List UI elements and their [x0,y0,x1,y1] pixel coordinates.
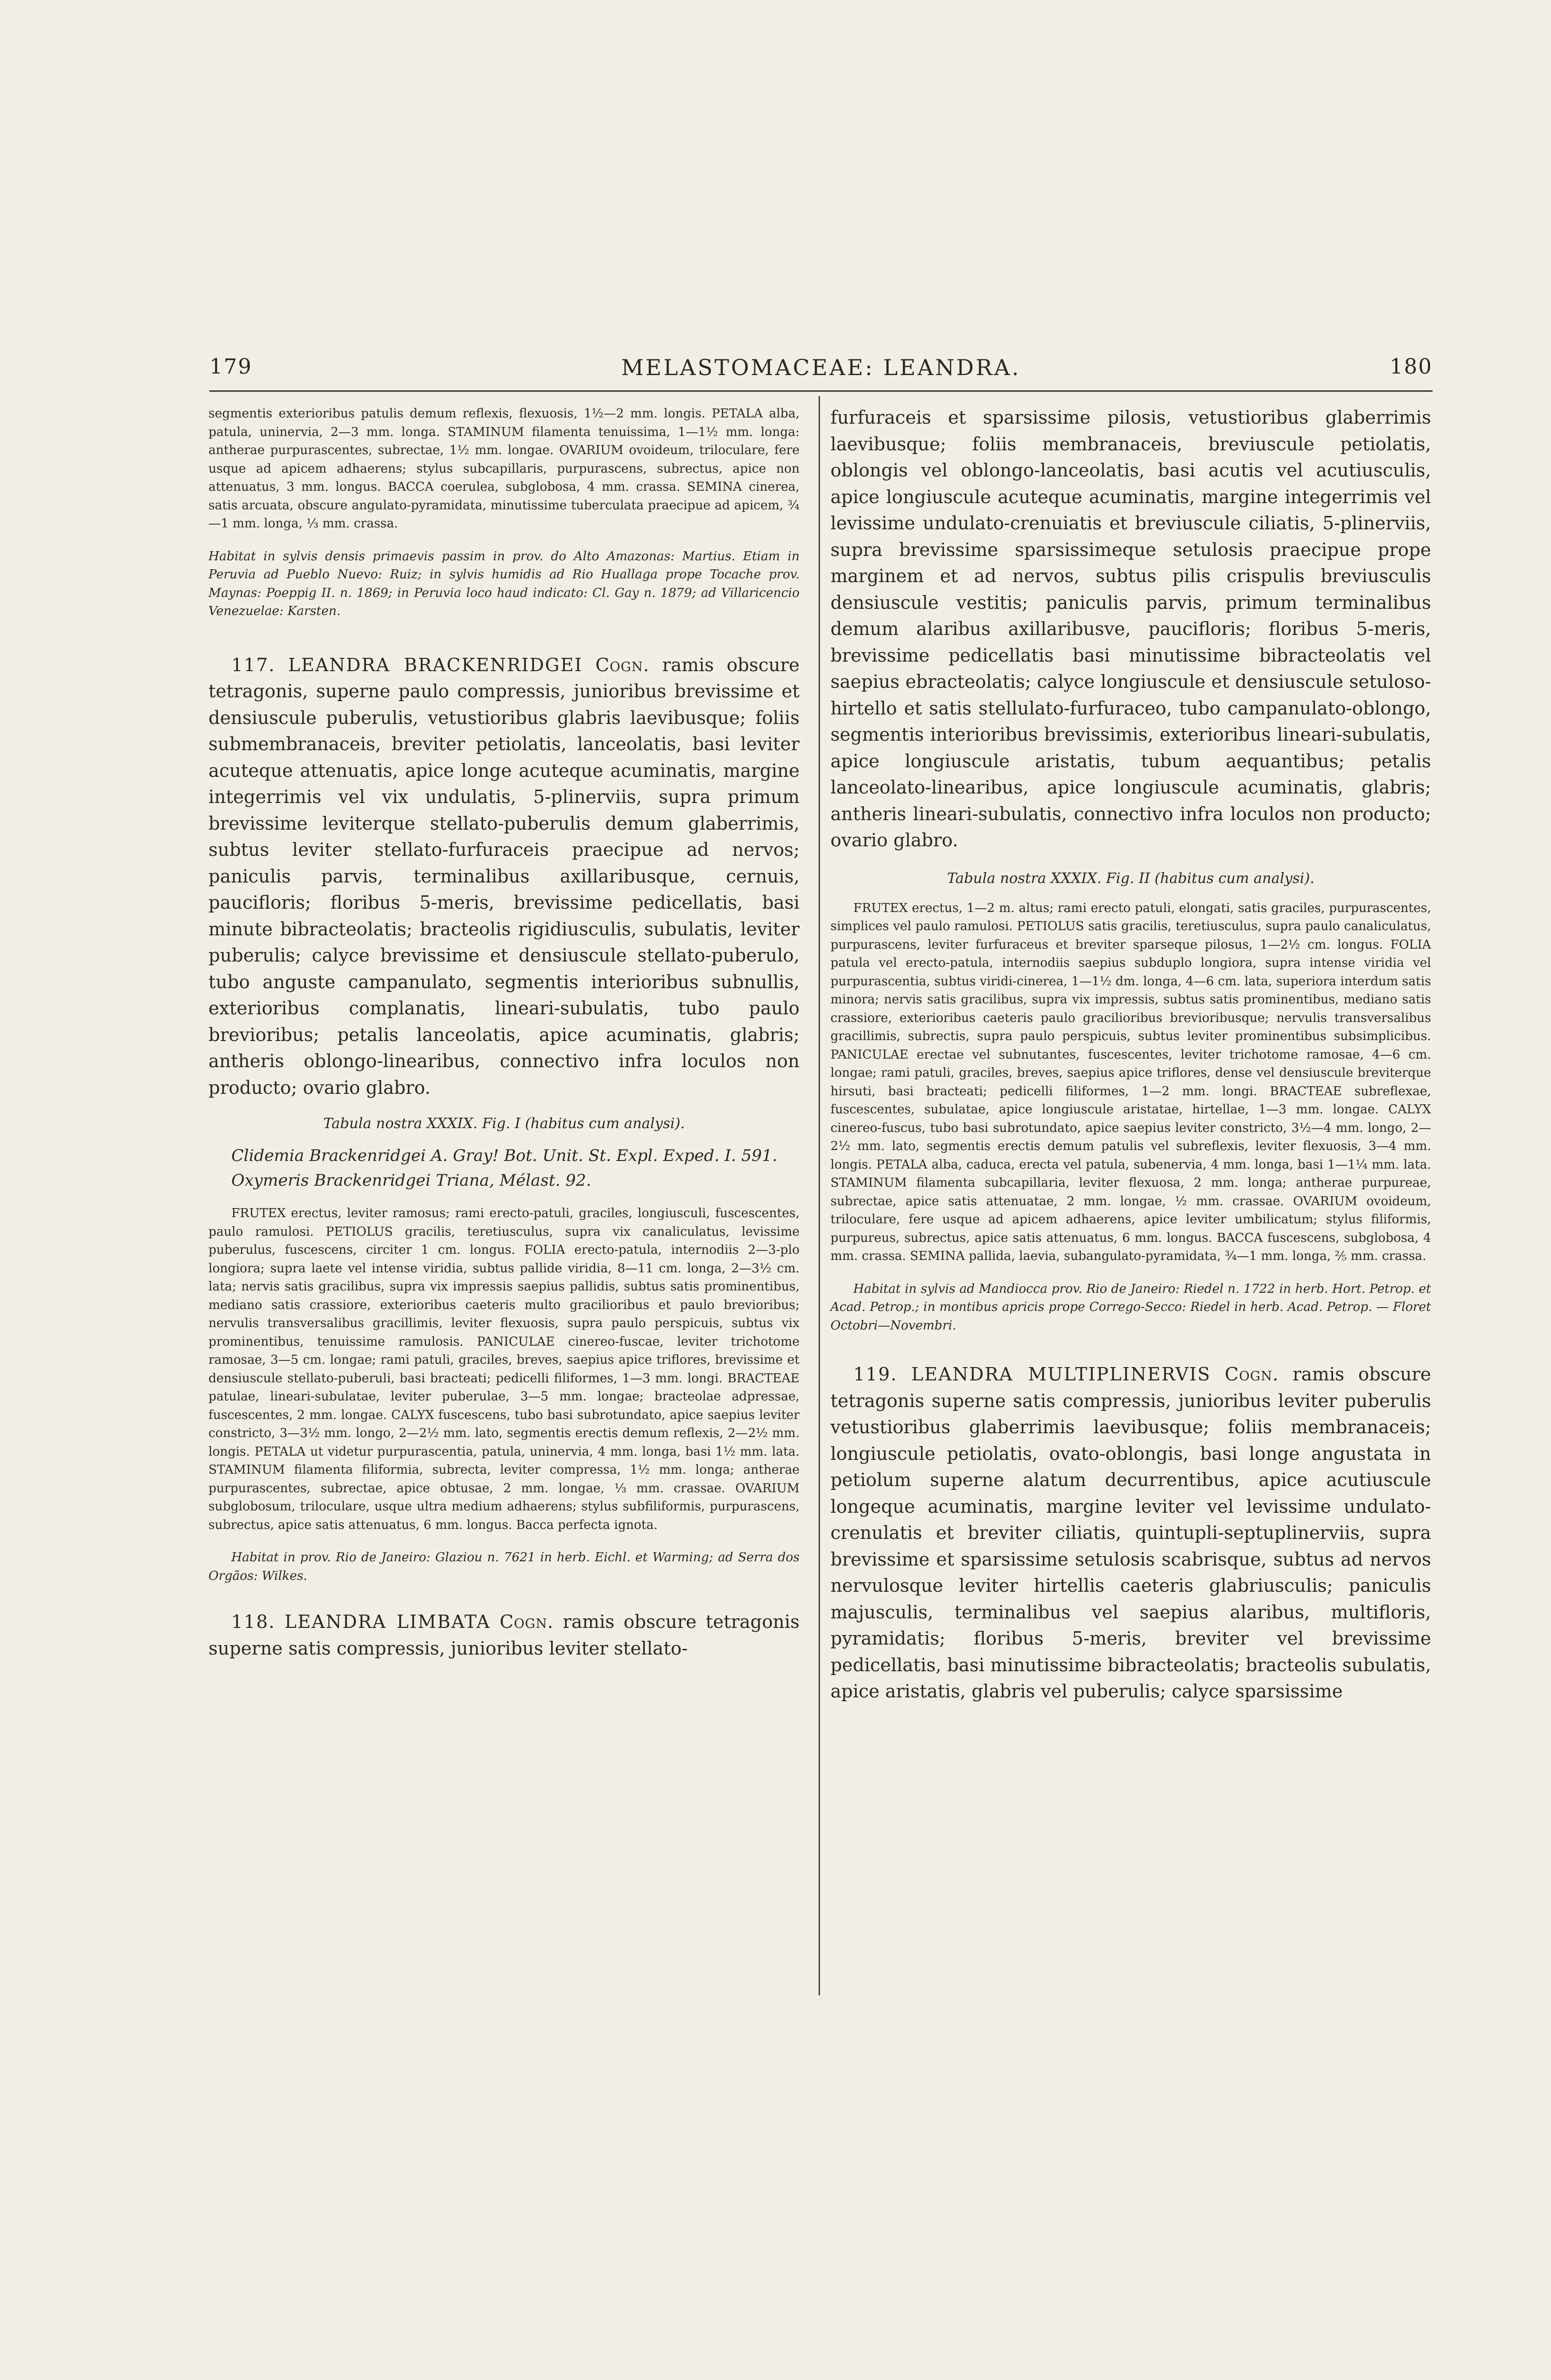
species-116-description-end: segmentis exterioribus patulis demum reflexis, flexuosis, 1½—2 mm. longis. PETALA alba, patula, uninervia, 2—3 mm. longa. STAMINUM filamenta tenuissima, 1—1½ mm. longa: antherae purpurascentes, subrectae, 1½ mm. longae. OVARIUM ovoideum, triloculare, fere usque ad apicem adhaerens; stylus subcapillaris, purpurascens, subrectus, apice non attenuatus, 3 mm. longus. BACCA coerulea, subglobosa, 4 mm. crassa. SEMINA cinerea, satis arcuata, obscure angulato-pyramidata, minutissime tuberculata praecipue ad apicem, ¾—1 mm. longa, ⅓ mm. crassa. [208,407,800,531]
page-number-right: 180 [1390,355,1432,379]
species-119-entry [830,1361,1431,1705]
species-118-number: 118. [231,1611,276,1632]
species-117-habitat: Habitat in prov. Rio de Janeiro: Glaziou n. 7621 in herb. Eichl. et Warming; ad Serra dos Orgãos: Wilkes. [208,1550,800,1583]
species-118-diagnosis-continued: furfuraceis et sparsissime pilosis, vetustioribus glaberrimis laevibusque; foliis membranaceis, breviuscule petiolatis, oblongis vel oblongo-lanceolatis, basi acutis vel acutiusculis, apice longiuscule acuteque acuminatis, margine integerrimis vel levissime undulato-crenuiatis et breviuscule ciliatis, 5-plinerviis, supra brevissime sparsissimeque setulosis praecipue prope marginem et ad nervos, subtus pilis crispulis breviusculis densiuscule vestitis; paniculis parvis, primum terminalibus demum alaribus axillaribusve, paucifloris; floribus 5-meris, brevissime pedicellatis basi minutissime bibracteolatis vel saepius ebracteolatis; calyce longiuscule et densiuscule setuloso-hirtello et satis stellulato-furfuraceo, tubo campanulato-oblongo, segmentis interioribus brevissimis, exterioribus lineari-subulatis, apice longiuscule aristatis, tubum aequantibus; petalis lanceolato-linearibus, apice longiuscule acuminatis, glabris; antheris lineari-subulatis, connectivo infra loculos non producto; ovario glabro. [830,407,1431,851]
column-divider [819,396,820,1995]
species-119-author: Cogn. [1225,1364,1279,1385]
species-117-diagnosis: ramis obscure tetragonis, superne paulo compressis, junioribus brevissime et densiuscule puberulis, vetustioribus glabris laevibusque; foliis submembranaceis, breviter petiolatis, lanceolatis, basi leviter acuteque attenuatis, apice longe acuteque acuminatis, margine integerrimis vel vix undulatis, 5-plinerviis, supra primum brevissime leviterque stellato-puberulis demum glaberrimis, subtus leviter stellato-furfuraceis praecipue ad nervos; paniculis parvis, terminalibus axillaribusque, cernuis, paucifloris; floribus 5-meris, brevissime pedicellatis, basi minute bibracteolatis; bracteolis rigidiusculis, subulatis, leviter puberulis; calyce brevissime et densiuscule stellato-puberulo, tubo anguste campanulato, segmentis interioribus subnullis, exterioribus complanatis, lineari-subulatis, tubo paulo brevioribus; petalis lanceolatis, apice acuminatis, glabris; antheris oblongo-linearibus, connectivo infra loculos non producto; ovario glabro. [208,654,800,1098]
species-117-plate-reference: Tabula nostra XXXIX. Fig. I (habitus cum analysi). [323,1115,685,1132]
species-119-number: 119. [853,1364,898,1385]
species-117-synonym-2: Oxymeris Brackenridgei Triana, Mélast. 92. [231,1171,592,1190]
species-117-synonym-1: Clidemia Brackenridgei A. Gray! Bot. Unit. St. Expl. Exped. I. 591. [231,1146,778,1165]
species-118-author: Cogn. [499,1611,554,1632]
left-column [208,405,800,1662]
species-118-plate-reference: Tabula nostra XXXIX. Fig. II (habitus cum analysi). [947,870,1314,887]
header-rule [209,390,1432,392]
species-117-name: LEANDRA BRACKENRIDGEI [288,654,583,675]
species-116-habitat: Habitat in sylvis densis primaevis passim in prov. do Alto Amazonas: Martius. Etiam in Peruvia ad Pueblo Nuevo: Ruiz; in sylvis humidis ad Rio Huallaga prope Tocache prov. Maynas: Poeppig II. n. 1869; in Peruvia loco haud indicato: Cl. Gay n. 1879; ad Villaricencio Venezuelae: Karsten. [208,549,800,618]
species-118-diagnosis: ramis obscure tetragonis superne satis compressis, junioribus leviter stellato- [208,1611,800,1659]
right-column [830,405,1431,1705]
species-119-name: LEANDRA MULTIPLINERVIS [911,1364,1211,1385]
species-117-author: Cogn. [595,654,650,675]
species-117-number: 117. [231,654,276,675]
species-117-entry [208,652,800,1101]
species-118-habitat: Habitat in sylvis ad Mandiocca prov. Rio de Janeiro: Riedel n. 1722 in herb. Hort. Petrop. et Acad. Petrop.; in montibus apricis prope Corrego-Secco: Riedel in herb. Acad. Petrop. — Floret Octobri—Novembri. [830,1281,1431,1333]
page-number-left: 179 [209,355,252,379]
species-119-diagnosis: ramis obscure tetragonis superne satis compressis, junioribus leviter puberulis vetustioribus glaberrimis laevibusque; foliis membranaceis; longiuscule petiolatis, ovato-oblongis, basi longe angustata in petiolum superne alatum decurrentibus, apice acutiuscule longeque acuminatis, margine leviter vel levissime undulato-crenulatis et breviter ciliatis, quintupli-septuplinerviis, supra brevissime et sparsissime setulosis scabrisque, subtus ad nervos nervulosque leviter hirtellis caeteris glabriusculis; paniculis majusculis, terminalibus vel saepius alaribus, multifloris, pyramidatis; floribus 5-meris, breviter vel brevissime pedicellatis, basi minutissime bibracteolatis; bracteolis subulatis, apice aristatis, glabris vel puberulis; calyce sparsissime [830,1364,1431,1702]
page-header [209,355,1432,388]
species-118-name: LEANDRA LIMBATA [284,1611,491,1632]
species-118-description: FRUTEX erectus, 1—2 m. altus; rami erecto patuli, elongati, satis graciles, purpurascentes, simplices vel paulo ramulosi. PETIOLUS satis gracilis, teretiusculus, supra paulo canaliculatus, purpurascens, leviter furfuraceus et breviter sparseque pilosus, 1—2½ cm. longus. FOLIA patula vel erecto-patula, internodiis saepius subduplo longiora, supra intense viridia vel purpurascentia, subtus viridi-cinerea, 1—1½ dm. longa, 4—6 cm. lata, superiora interdum satis minora; nervis satis gracilibus, supra vix impressis, subtus satis prominentibus, mediano satis crassiore, exterioribus caeteris paulo gracilioribus brevioribusque; nervulis transversalibus gracillimis, subrectis, supra paulo perspicuis, subtus leviter prominentibus subsimplicibus. PANICULAE erectae vel subnutantes, fuscescentes, leviter trichotome ramosae, 4—6 cm. longae; rami patuli, graciles, breves, saepius apice triflores, dense vel densiuscule breviterque hirsuti, basi bracteati; pedicelli filiformes, 1—2 mm. longi. BRACTEAE subreflexae, fuscescentes, subulatae, apice longiuscule aristatae, hirtellae, 1—3 mm. longae. CALYX cinereo-fuscus, tubo basi subrotundato, apice saepius leviter constricto, 3½—4 mm. longo, 2—2½ mm. lato, segmentis erectis demum patulis vel subreflexis, leviter flexuosis, 3—4 mm. longis. PETALA alba, caduca, erecta vel patula, subenervia, 4 mm. longa, basi 1—1¼ mm. lata. STAMINUM filamenta subcapillaria, leviter flexuosa, 2 mm. longa; antherae purpureae, subrectae, apice satis attenuatae, 2 mm. longae, ½ mm. crassae. OVARIUM ovoideum, triloculare, fere usque ad apicem adhaerens, apice leviter umbilicatum; stylus filiformis, purpureus, subrectus, apice satis attenuatus, 6 mm. longus. BACCA fuscescens, subglobosa, 4 mm. crassa. SEMINA pallida, laevia, subangulato-pyramidata, ¾—1 mm. longa, ⅖ mm. crassa. [830,901,1431,1263]
species-117-description: FRUTEX erectus, leviter ramosus; rami erecto-patuli, graciles, longiusculi, fuscescentes, paulo ramulosi. PETIOLUS gracilis, teretiusculus, supra vix canaliculatus, levissime puberulus, fuscescens, circiter 1 cm. longus. FOLIA erecto-patula, internodiis 2—3-plo longiora; supra laete vel intense viridia, subtus pallide viridia, 8—11 cm. longa, 2—3½ cm. lata; nervis satis gracilibus, supra vix impressis saepius pallidis, subtus satis prominentibus, mediano satis crassiore, exterioribus caeteris multo gracilioribus et paulo brevioribus; nervulis transversalibus gracillimis, leviter flexuosis, supra paulo perspicuis, subtus vix prominentibus, tenuissime ramulosis. PANICULAE cinereo-fuscae, leviter trichotome ramosae, 3—5 cm. longae; rami patuli, graciles, breves, saepius apice triflores, brevissime et densiuscule stellato-puberuli, basi bracteati; pedicelli filiformes, 1—3 mm. longi. BRACTEAE patulae, lineari-subulatae, leviter puberulae, 3—5 mm. longae; bracteolae adpressae, fuscescentes, 2 mm. longae. CALYX fuscescens, tubo basi subrotundato, apice saepius leviter constricto, 3—3½ mm. longo, 2—2½ mm. lato, segmentis erectis demum reflexis, 2—2½ mm. longis. PETALA ut videtur purpurascentia, patula, uninervia, 4 mm. longa, basi 1½ mm. lata. STAMINUM filamenta filiformia, subrecta, leviter compressa, 1½ mm. longa; antherae purpurascentes, subrectae, apice obtusae, 2 mm. longae, ⅓ mm. crassae. OVARIUM subglobosum, triloculare, usque ultra medium adhaerens; stylus subfiliformis, purpurascens, subrectus, apice satis attenuatus, 6 mm. longus. Bacca perfecta ignota. [208,1206,800,1532]
species-118-entry [208,1609,800,1662]
running-title: MELASTOMACEAE: LEANDRA. [621,355,1021,380]
